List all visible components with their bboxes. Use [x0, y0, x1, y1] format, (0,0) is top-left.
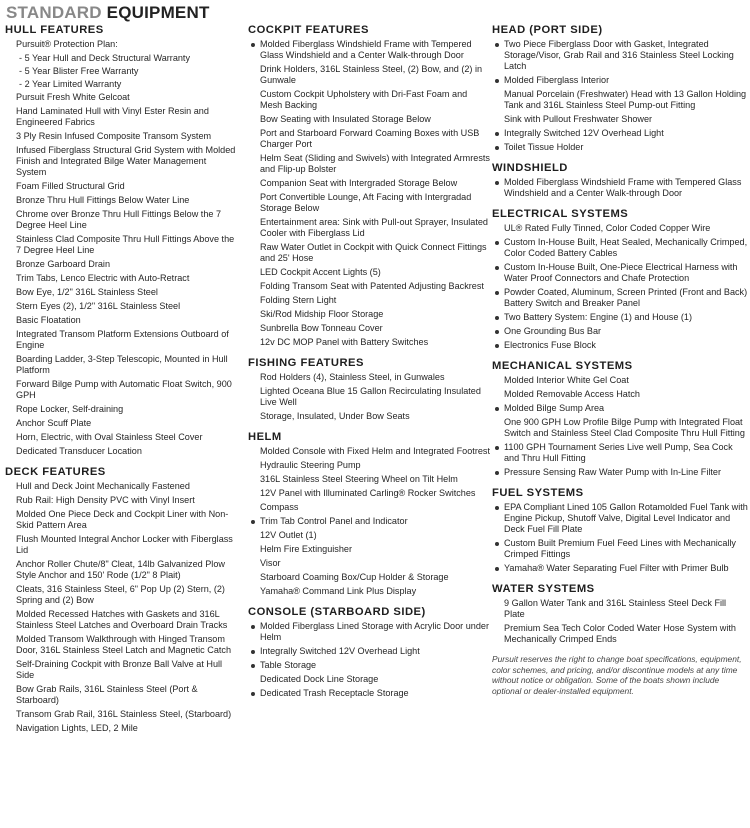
feature-item: Bow Grab Rails, 316L Stainless Steel (Port & Starboard)	[16, 684, 198, 705]
feature-item: Manual Porcelain (Freshwater) Head with 13 Gallon Holding Tank and 316L Stainless Steel Pump-out Fitting	[504, 89, 747, 110]
feature-item: Custom In-House Built, Heat Sealed, Mechanically Crimped, Color Coded Battery Cables	[492, 237, 748, 259]
feature-item: One Grounding Bus Bar	[492, 326, 748, 337]
feature-item: Forward Bilge Pump with Automatic Float Switch, 900 GPH	[16, 379, 232, 400]
feature-item: Premium Sea Tech Color Coded Water Hose System with Mechanically Crimped Ends	[504, 623, 736, 644]
feature-item: 9 Gallon Water Tank and 316L Stainless Steel Deck Fill Plate	[504, 598, 727, 619]
section-electrical-systems	[492, 208, 748, 351]
section-water-systems	[492, 583, 748, 645]
feature-item: Hand Laminated Hull with Vinyl Ester Resin and Engineered Fabrics	[16, 106, 209, 127]
section-title: COCKPIT FEATURES	[248, 24, 369, 36]
feature-item: Port Convertible Lounge, Aft Facing with Intergradad Storage Below	[260, 192, 472, 213]
feature-item: Rope Locker, Self-draining	[16, 404, 124, 414]
feature-item: Self-Draining Cockpit with Bronze Ball Valve at Hull Side	[16, 659, 223, 680]
feature-item: Lighted Oceana Blue 15 Gallon Recirculating Insulated Live Well	[260, 386, 481, 407]
feature-item: Cleats, 316 Stainless Steel, 6" Pop Up (2) Stern, (2) Spring and (2) Bow	[16, 584, 225, 605]
feature-item: Pressure Sensing Raw Water Pump with In-Line Filter	[492, 467, 748, 478]
feature-item: 12v DC MOP Panel with Battery Switches	[260, 337, 429, 347]
feature-item: Visor	[260, 558, 281, 568]
feature-item: 12V Panel with Illuminated Carling® Rocker Switches	[260, 488, 476, 498]
feature-item: 12V Outlet (1)	[260, 530, 317, 540]
feature-item: Entertainment area: Sink with Pull-out Sprayer, Insulated Cooler with Fiberglass Lid	[260, 217, 488, 238]
feature-item: Custom Cockpit Upholstery with Dri-Fast Foam and Mesh Backing	[260, 89, 468, 110]
section-title: FISHING FEATURES	[248, 357, 364, 369]
feature-item: Ski/Rod Midship Floor Storage	[260, 309, 384, 319]
feature-item: Folding Transom Seat with Patented Adjusting Backrest	[260, 281, 484, 291]
feature-item: Hull and Deck Joint Mechanically Fastened	[16, 481, 190, 491]
feature-item: - 5 Year Blister Free Warranty	[5, 66, 237, 77]
feature-item: 1100 GPH Tournament Series Live well Pump, Sea Cock and Thru Hull Fitting	[492, 442, 748, 464]
feature-item: Molded Transom Walkthrough with Hinged Transom Door, 316L Stainless Steel Latch and Magnetic Catch	[16, 634, 232, 655]
page-title-standard: STANDARD	[6, 3, 102, 22]
feature-item: Starboard Coaming Box/Cup Holder & Storage	[260, 572, 449, 582]
section-windshield	[492, 162, 748, 199]
feature-item: Pursuit® Protection Plan:	[16, 39, 118, 49]
feature-item: Port and Starboard Forward Coaming Boxes with USB Charger Port	[260, 128, 480, 149]
feature-item: Two Battery System: Engine (1) and House (1)	[492, 312, 748, 323]
feature-item: Molded Fiberglass Windshield Frame with Tempered Glass Windshield and a Center Walk-through Door	[492, 177, 748, 199]
section-fuel-systems	[492, 487, 748, 574]
feature-item: Custom Built Premium Fuel Feed Lines with Mechanically Crimped Fittings	[492, 538, 748, 560]
feature-item: Molded Fiberglass Lined Storage with Acrylic Door under Helm	[248, 621, 490, 643]
section-title: HULL FEATURES	[5, 24, 104, 36]
feature-item: Bronze Garboard Drain	[16, 259, 111, 269]
feature-item: Sink with Pullout Freshwater Shower	[504, 114, 653, 124]
feature-item: Helm Fire Extinguisher	[260, 544, 352, 554]
feature-item: Rod Holders (4), Stainless Steel, in Gunwales	[260, 372, 445, 382]
feature-item: Dedicated Trash Receptacle Storage	[248, 688, 490, 699]
section-title: MECHANICAL SYSTEMS	[492, 360, 633, 372]
section-fishing-features	[248, 357, 490, 422]
section-console-starboard-side	[248, 606, 490, 699]
feature-item: Flush Mounted Integral Anchor Locker with Fiberglass Lid	[16, 534, 233, 555]
feature-item: Dedicated Dock Line Storage	[260, 674, 379, 684]
feature-item: Basic Floatation	[16, 315, 81, 325]
feature-item: Molded Recessed Hatches with Gaskets and 316L Stainless Steel Latches and Overboard Drain Tracks	[16, 609, 228, 630]
column-left	[5, 24, 237, 743]
section-helm	[248, 431, 490, 597]
section-title: ELECTRICAL SYSTEMS	[492, 208, 629, 220]
feature-item: Horn, Electric, with Oval Stainless Steel Cover	[16, 432, 203, 442]
feature-item: Pursuit Fresh White Gelcoat	[16, 92, 130, 102]
feature-item: Bow Eye, 1/2" 316L Stainless Steel	[16, 287, 158, 297]
feature-item: 316L Stainless Steel Steering Wheel on Tilt Helm	[260, 474, 458, 484]
feature-item: Helm Seat (Sliding and Swivels) with Integrated Armrests and Flip-up Bolster	[260, 153, 490, 174]
feature-item: Infused Fiberglass Structural Grid System with Molded Finish and Integrated Bilge Water Management System	[16, 145, 236, 177]
feature-item: Transom Grab Rail, 316L Stainless Steel, (Starboard)	[16, 709, 232, 719]
feature-item: UL® Rated Fully Tinned, Color Coded Copper Wire	[504, 223, 711, 233]
section-head-port-side	[492, 24, 748, 153]
feature-item: Molded Fiberglass Interior	[492, 75, 748, 86]
column-middle	[248, 24, 490, 708]
feature-item: Rub Rail: High Density PVC with Vinyl Insert	[16, 495, 195, 505]
section-title: WINDSHIELD	[492, 162, 568, 174]
feature-item: Anchor Scuff Plate	[16, 418, 92, 428]
feature-item: - 5 Year Hull and Deck Structural Warranty	[5, 53, 237, 64]
feature-item: Drink Holders, 316L Stainless Steel, (2) Bow, and (2) in Gunwale	[260, 64, 483, 85]
feature-item: Molded One Piece Deck and Cockpit Liner with Non-Skid Pattern Area	[16, 509, 229, 530]
feature-item: Hydraulic Steering Pump	[260, 460, 361, 470]
column-right-sections	[492, 24, 748, 645]
page-title-equipment: EQUIPMENT	[106, 3, 210, 22]
feature-item: Raw Water Outlet in Cockpit with Quick Connect Fittings and 25' Hose	[260, 242, 487, 263]
feature-item: Electronics Fuse Block	[492, 340, 748, 351]
column-right	[492, 24, 748, 696]
feature-item: One 900 GPH Low Profile Bilge Pump with Integrated Float Switch and Stainless Steel Clad Composite Thru Hull Fitting	[504, 417, 745, 438]
feature-item: Bronze Thru Hull Fittings Below Water Line	[16, 195, 190, 205]
page-title	[6, 3, 210, 23]
feature-item: Stainless Clad Composite Thru Hull Fittings Above the 7 Degree Heel Line	[16, 234, 235, 255]
section-cockpit-features	[248, 24, 490, 348]
feature-item: Custom In-House Built, One-Piece Electrical Harness with Water Proof Connectors and Chafe Protection	[492, 262, 748, 284]
feature-item: Folding Stern Light	[260, 295, 337, 305]
feature-item: Sunbrella Bow Tonneau Cover	[260, 323, 383, 333]
section-title: DECK FEATURES	[5, 466, 106, 478]
feature-item: Chrome over Bronze Thru Hull Fittings Below the 7 Degree Heel Line	[16, 209, 222, 230]
feature-item: Molded Removable Access Hatch	[504, 389, 640, 399]
feature-item: Powder Coated, Aluminum, Screen Printed (Front and Back) Battery Switch and Breaker Panel	[492, 287, 748, 309]
feature-item: Bow Seating with Insulated Storage Below	[260, 114, 431, 124]
disclaimer-text: Pursuit reserves the right to change boat specifications, equipment, color schemes, and pricing, and/or discontinue models at any time without notice or obligation. Some of the boats shown include optional or dealer-installed equipment.	[492, 654, 742, 696]
feature-item: Yamaha® Water Separating Fuel Filter with Primer Bulb	[492, 563, 748, 574]
feature-item: Foam Filled Structural Grid	[16, 181, 125, 191]
feature-item: Trim Tab Control Panel and Indicator	[248, 516, 490, 527]
feature-item: Navigation Lights, LED, 2 Mile	[16, 723, 138, 733]
feature-item: Anchor Roller Chute/8" Cleat, 14lb Galvanized Plow Style Anchor and 150' Rode (1/2" 8 Plait)	[16, 559, 225, 580]
section-title: WATER SYSTEMS	[492, 583, 595, 595]
feature-item: LED Cockpit Accent Lights (5)	[260, 267, 381, 277]
section-title: HELM	[248, 431, 282, 443]
feature-item: Compass	[260, 502, 299, 512]
feature-item: Storage, Insulated, Under Bow Seats	[260, 411, 410, 421]
section-title: FUEL SYSTEMS	[492, 487, 584, 499]
section-deck-features	[5, 466, 237, 734]
feature-item: Molded Bilge Sump Area	[492, 403, 748, 414]
section-mechanical-systems	[492, 360, 748, 478]
feature-item: Dedicated Transducer Location	[16, 446, 142, 456]
feature-item: Companion Seat with Intergraded Storage Below	[260, 178, 458, 188]
section-title: CONSOLE (STARBOARD SIDE)	[248, 606, 426, 618]
feature-item: Integrally Switched 12V Overhead Light	[492, 128, 748, 139]
feature-item: EPA Compliant Lined 105 Gallon Rotamolded Fuel Tank with Engine Pickup, Shutoff Valve, Digital Level Indicator and Deck Fuel Fill Plate	[492, 502, 748, 535]
feature-item: Integrally Switched 12V Overhead Light	[248, 646, 490, 657]
feature-item: Trim Tabs, Lenco Electric with Auto-Retract	[16, 273, 190, 283]
feature-item: Boarding Ladder, 3-Step Telescopic, Mounted in Hull Platform	[16, 354, 228, 375]
feature-item: Molded Interior White Gel Coat	[504, 375, 629, 385]
feature-item: Integrated Transom Platform Extensions Outboard of Engine	[16, 329, 229, 350]
feature-item: Yamaha® Command Link Plus Display	[260, 586, 417, 596]
section-hull-features	[5, 24, 237, 457]
feature-item: Stern Eyes (2), 1/2" 316L Stainless Steel	[16, 301, 181, 311]
feature-item: Molded Fiberglass Windshield Frame with Tempered Glass Windshield and a Center Walk-through Door	[248, 39, 490, 61]
feature-item: 3 Ply Resin Infused Composite Transom System	[16, 131, 212, 141]
section-title: HEAD (PORT SIDE)	[492, 24, 603, 36]
feature-item: Two Piece Fiberglass Door with Gasket, Integrated Storage/Visor, Grab Rail and 316 Stainless Steel Locking Latch	[492, 39, 748, 72]
feature-item: Table Storage	[248, 660, 490, 671]
feature-item: Molded Console with Fixed Helm and Integrated Footrest	[260, 446, 490, 456]
feature-item: - 2 Year Limited Warranty	[5, 79, 237, 90]
feature-item: Toilet Tissue Holder	[492, 142, 748, 153]
